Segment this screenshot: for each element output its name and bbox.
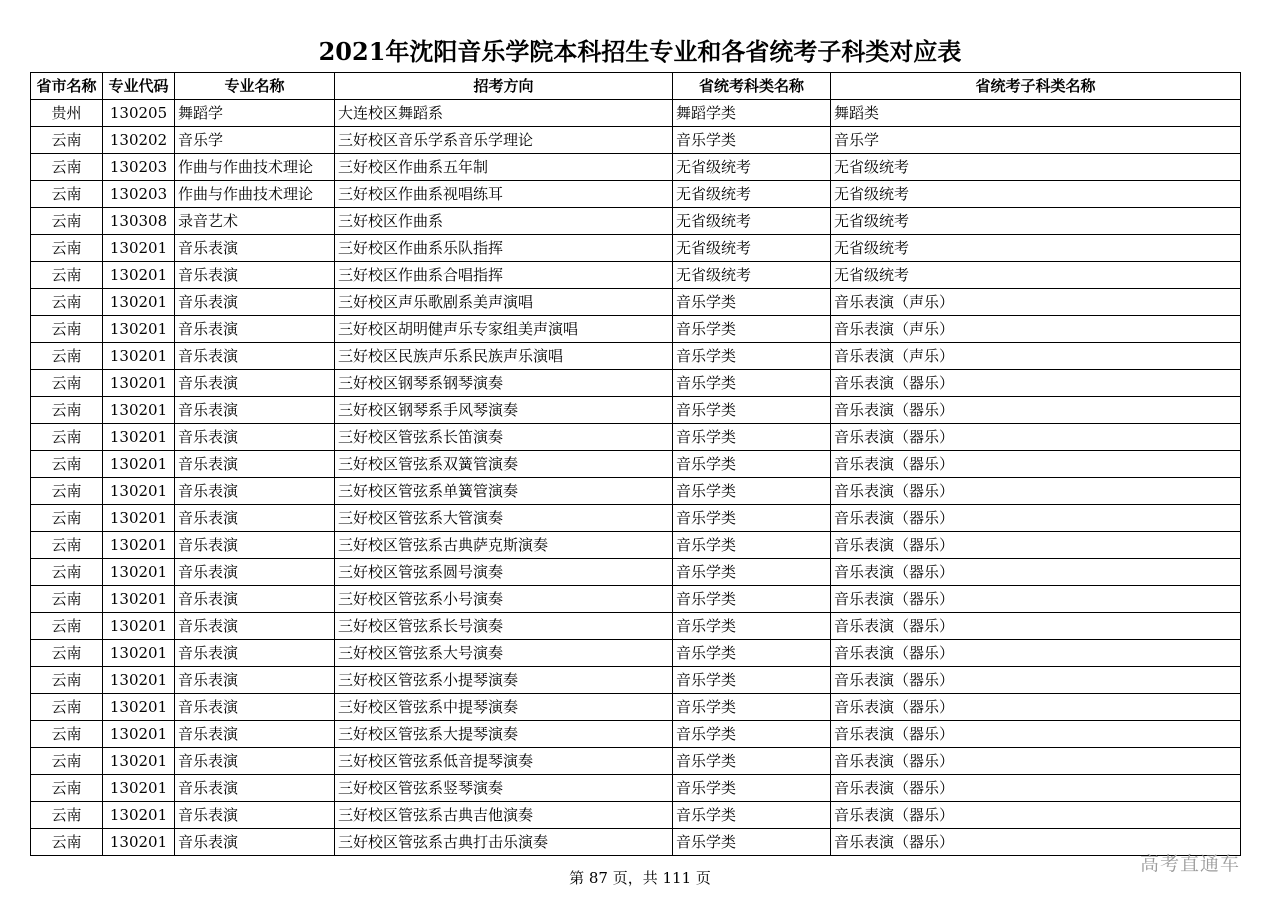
subcategory-cell: 无省级统考 bbox=[831, 235, 1241, 262]
table-row bbox=[31, 370, 1241, 397]
major-name-cell: 音乐表演 bbox=[175, 505, 335, 532]
major-name-cell: 音乐表演 bbox=[175, 775, 335, 802]
major-code-cell: 130201 bbox=[103, 586, 175, 613]
major-name-cell: 音乐表演 bbox=[175, 721, 335, 748]
major-code-cell: 130201 bbox=[103, 667, 175, 694]
header-major-code: 专业代码 bbox=[103, 73, 175, 100]
category-cell: 音乐学类 bbox=[673, 829, 831, 856]
major-name-cell: 音乐表演 bbox=[175, 613, 335, 640]
major-name-cell: 音乐表演 bbox=[175, 370, 335, 397]
major-code-cell: 130201 bbox=[103, 694, 175, 721]
subcategory-cell: 音乐表演（器乐） bbox=[831, 613, 1241, 640]
province-cell: 云南 bbox=[31, 397, 103, 424]
category-cell: 无省级统考 bbox=[673, 262, 831, 289]
header-province: 省市名称 bbox=[31, 73, 103, 100]
province-cell: 云南 bbox=[31, 748, 103, 775]
province-cell: 云南 bbox=[31, 289, 103, 316]
subcategory-cell: 无省级统考 bbox=[831, 154, 1241, 181]
category-cell: 音乐学类 bbox=[673, 802, 831, 829]
major-name-cell: 音乐表演 bbox=[175, 424, 335, 451]
subcategory-cell: 音乐表演（器乐） bbox=[831, 667, 1241, 694]
major-name-cell: 音乐表演 bbox=[175, 694, 335, 721]
province-cell: 云南 bbox=[31, 694, 103, 721]
subcategory-cell: 无省级统考 bbox=[831, 181, 1241, 208]
table-row bbox=[31, 127, 1241, 154]
major-name-cell: 音乐表演 bbox=[175, 262, 335, 289]
province-cell: 云南 bbox=[31, 586, 103, 613]
province-cell: 云南 bbox=[31, 343, 103, 370]
major-code-cell: 130203 bbox=[103, 181, 175, 208]
direction-cell: 三好校区音乐学系音乐学理论 bbox=[335, 127, 673, 154]
major-name-cell: 音乐表演 bbox=[175, 451, 335, 478]
direction-cell: 三好校区作曲系五年制 bbox=[335, 154, 673, 181]
direction-cell: 三好校区管弦系圆号演奏 bbox=[335, 559, 673, 586]
subcategory-cell: 音乐表演（器乐） bbox=[831, 694, 1241, 721]
category-cell: 音乐学类 bbox=[673, 613, 831, 640]
page-number: 第 87 页，共 111 页 bbox=[569, 869, 711, 887]
table-row bbox=[31, 208, 1241, 235]
major-name-cell: 录音艺术 bbox=[175, 208, 335, 235]
subcategory-cell: 音乐表演（声乐） bbox=[831, 316, 1241, 343]
province-cell: 云南 bbox=[31, 262, 103, 289]
province-cell: 云南 bbox=[31, 640, 103, 667]
major-code-cell: 130201 bbox=[103, 802, 175, 829]
province-cell: 云南 bbox=[31, 208, 103, 235]
category-cell: 音乐学类 bbox=[673, 559, 831, 586]
table-row bbox=[31, 640, 1241, 667]
major-name-cell: 音乐表演 bbox=[175, 559, 335, 586]
major-name-cell: 舞蹈学 bbox=[175, 100, 335, 127]
major-code-cell: 130201 bbox=[103, 559, 175, 586]
table-row bbox=[31, 100, 1241, 127]
province-cell: 云南 bbox=[31, 424, 103, 451]
province-cell: 贵州 bbox=[31, 100, 103, 127]
direction-cell: 三好校区管弦系长笛演奏 bbox=[335, 424, 673, 451]
subcategory-cell: 音乐表演（器乐） bbox=[831, 505, 1241, 532]
province-cell: 云南 bbox=[31, 775, 103, 802]
table-row bbox=[31, 721, 1241, 748]
major-code-cell: 130201 bbox=[103, 289, 175, 316]
direction-cell: 三好校区管弦系长号演奏 bbox=[335, 613, 673, 640]
category-cell: 音乐学类 bbox=[673, 586, 831, 613]
major-name-cell: 作曲与作曲技术理论 bbox=[175, 154, 335, 181]
major-name-cell: 音乐表演 bbox=[175, 289, 335, 316]
major-mapping-table bbox=[30, 72, 1241, 856]
table-body bbox=[31, 100, 1241, 856]
province-cell: 云南 bbox=[31, 451, 103, 478]
direction-cell: 三好校区管弦系小号演奏 bbox=[335, 586, 673, 613]
category-cell: 音乐学类 bbox=[673, 694, 831, 721]
table-row bbox=[31, 235, 1241, 262]
province-cell: 云南 bbox=[31, 829, 103, 856]
category-cell: 音乐学类 bbox=[673, 451, 831, 478]
major-code-cell: 130201 bbox=[103, 397, 175, 424]
category-cell: 音乐学类 bbox=[673, 289, 831, 316]
table-header-row bbox=[31, 73, 1241, 100]
major-name-cell: 音乐表演 bbox=[175, 748, 335, 775]
category-cell: 音乐学类 bbox=[673, 127, 831, 154]
table-row bbox=[31, 505, 1241, 532]
watermark: 高考直通车 bbox=[1140, 853, 1241, 875]
province-cell: 云南 bbox=[31, 478, 103, 505]
subcategory-cell: 舞蹈类 bbox=[831, 100, 1241, 127]
table-row bbox=[31, 451, 1241, 478]
subcategory-cell: 无省级统考 bbox=[831, 208, 1241, 235]
direction-cell: 三好校区管弦系大提琴演奏 bbox=[335, 721, 673, 748]
province-cell: 云南 bbox=[31, 235, 103, 262]
category-cell: 音乐学类 bbox=[673, 505, 831, 532]
direction-cell: 三好校区管弦系古典打击乐演奏 bbox=[335, 829, 673, 856]
direction-cell: 三好校区作曲系 bbox=[335, 208, 673, 235]
category-cell: 音乐学类 bbox=[673, 370, 831, 397]
document-title: 2021年沈阳音乐学院本科招生专业和各省统考子科类对应表 bbox=[318, 37, 962, 66]
major-code-cell: 130201 bbox=[103, 370, 175, 397]
table-row bbox=[31, 181, 1241, 208]
category-cell: 音乐学类 bbox=[673, 424, 831, 451]
category-cell: 音乐学类 bbox=[673, 316, 831, 343]
province-cell: 云南 bbox=[31, 559, 103, 586]
province-cell: 云南 bbox=[31, 370, 103, 397]
subcategory-cell: 音乐表演（器乐） bbox=[831, 478, 1241, 505]
direction-cell: 三好校区管弦系古典萨克斯演奏 bbox=[335, 532, 673, 559]
category-cell: 无省级统考 bbox=[673, 208, 831, 235]
province-cell: 云南 bbox=[31, 613, 103, 640]
category-cell: 音乐学类 bbox=[673, 721, 831, 748]
category-cell: 无省级统考 bbox=[673, 235, 831, 262]
direction-cell: 三好校区管弦系大号演奏 bbox=[335, 640, 673, 667]
subcategory-cell: 音乐表演（器乐） bbox=[831, 829, 1241, 856]
subcategory-cell: 音乐表演（器乐） bbox=[831, 532, 1241, 559]
province-cell: 云南 bbox=[31, 154, 103, 181]
category-cell: 音乐学类 bbox=[673, 748, 831, 775]
major-code-cell: 130201 bbox=[103, 316, 175, 343]
category-cell: 无省级统考 bbox=[673, 154, 831, 181]
table-row bbox=[31, 424, 1241, 451]
category-cell: 无省级统考 bbox=[673, 181, 831, 208]
category-cell: 音乐学类 bbox=[673, 667, 831, 694]
major-name-cell: 音乐学 bbox=[175, 127, 335, 154]
table-row bbox=[31, 748, 1241, 775]
category-cell: 音乐学类 bbox=[673, 343, 831, 370]
major-name-cell: 音乐表演 bbox=[175, 802, 335, 829]
major-name-cell: 音乐表演 bbox=[175, 397, 335, 424]
subcategory-cell: 音乐表演（器乐） bbox=[831, 775, 1241, 802]
major-code-cell: 130201 bbox=[103, 829, 175, 856]
subcategory-cell: 音乐表演（器乐） bbox=[831, 397, 1241, 424]
subcategory-cell: 音乐表演（器乐） bbox=[831, 451, 1241, 478]
subcategory-cell: 音乐表演（器乐） bbox=[831, 559, 1241, 586]
direction-cell: 三好校区民族声乐系民族声乐演唱 bbox=[335, 343, 673, 370]
table-row bbox=[31, 559, 1241, 586]
direction-cell: 三好校区作曲系合唱指挥 bbox=[335, 262, 673, 289]
table-row bbox=[31, 289, 1241, 316]
table-row bbox=[31, 397, 1241, 424]
major-code-cell: 130201 bbox=[103, 505, 175, 532]
major-name-cell: 音乐表演 bbox=[175, 532, 335, 559]
major-name-cell: 音乐表演 bbox=[175, 343, 335, 370]
direction-cell: 三好校区管弦系小提琴演奏 bbox=[335, 667, 673, 694]
major-name-cell: 音乐表演 bbox=[175, 586, 335, 613]
province-cell: 云南 bbox=[31, 802, 103, 829]
major-code-cell: 130201 bbox=[103, 532, 175, 559]
table-row bbox=[31, 694, 1241, 721]
header-direction: 招考方向 bbox=[335, 73, 673, 100]
major-name-cell: 音乐表演 bbox=[175, 667, 335, 694]
subcategory-cell: 音乐表演（器乐） bbox=[831, 586, 1241, 613]
header-major-name: 专业名称 bbox=[175, 73, 335, 100]
major-code-cell: 130201 bbox=[103, 451, 175, 478]
province-cell: 云南 bbox=[31, 316, 103, 343]
table-row bbox=[31, 829, 1241, 856]
province-cell: 云南 bbox=[31, 181, 103, 208]
major-code-cell: 130201 bbox=[103, 343, 175, 370]
category-cell: 音乐学类 bbox=[673, 640, 831, 667]
table-row bbox=[31, 775, 1241, 802]
table-row bbox=[31, 613, 1241, 640]
subcategory-cell: 音乐表演（器乐） bbox=[831, 640, 1241, 667]
major-name-cell: 音乐表演 bbox=[175, 478, 335, 505]
major-code-cell: 130205 bbox=[103, 100, 175, 127]
category-cell: 音乐学类 bbox=[673, 532, 831, 559]
direction-cell: 三好校区胡明健声乐专家组美声演唱 bbox=[335, 316, 673, 343]
direction-cell: 三好校区管弦系低音提琴演奏 bbox=[335, 748, 673, 775]
province-cell: 云南 bbox=[31, 532, 103, 559]
major-code-cell: 130201 bbox=[103, 262, 175, 289]
major-code-cell: 130308 bbox=[103, 208, 175, 235]
category-cell: 舞蹈学类 bbox=[673, 100, 831, 127]
direction-cell: 三好校区管弦系大管演奏 bbox=[335, 505, 673, 532]
major-code-cell: 130201 bbox=[103, 424, 175, 451]
subcategory-cell: 音乐表演（声乐） bbox=[831, 343, 1241, 370]
subcategory-cell: 音乐表演（器乐） bbox=[831, 802, 1241, 829]
direction-cell: 三好校区钢琴系钢琴演奏 bbox=[335, 370, 673, 397]
major-name-cell: 作曲与作曲技术理论 bbox=[175, 181, 335, 208]
province-cell: 云南 bbox=[31, 721, 103, 748]
direction-cell: 三好校区管弦系竖琴演奏 bbox=[335, 775, 673, 802]
table-row bbox=[31, 154, 1241, 181]
major-code-cell: 130202 bbox=[103, 127, 175, 154]
category-cell: 音乐学类 bbox=[673, 397, 831, 424]
major-code-cell: 130201 bbox=[103, 748, 175, 775]
table-row bbox=[31, 667, 1241, 694]
direction-cell: 三好校区管弦系古典吉他演奏 bbox=[335, 802, 673, 829]
table-row bbox=[31, 343, 1241, 370]
direction-cell: 三好校区管弦系单簧管演奏 bbox=[335, 478, 673, 505]
province-cell: 云南 bbox=[31, 505, 103, 532]
direction-cell: 三好校区管弦系中提琴演奏 bbox=[335, 694, 673, 721]
province-cell: 云南 bbox=[31, 667, 103, 694]
major-code-cell: 130201 bbox=[103, 235, 175, 262]
subcategory-cell: 音乐表演（器乐） bbox=[831, 721, 1241, 748]
subcategory-cell: 音乐表演（器乐） bbox=[831, 748, 1241, 775]
direction-cell: 三好校区作曲系乐队指挥 bbox=[335, 235, 673, 262]
header-subcategory: 省统考子科类名称 bbox=[831, 73, 1241, 100]
table-row bbox=[31, 262, 1241, 289]
subcategory-cell: 音乐表演（声乐） bbox=[831, 289, 1241, 316]
subcategory-cell: 无省级统考 bbox=[831, 262, 1241, 289]
table-row bbox=[31, 316, 1241, 343]
province-cell: 云南 bbox=[31, 127, 103, 154]
table-row bbox=[31, 532, 1241, 559]
major-name-cell: 音乐表演 bbox=[175, 640, 335, 667]
table-row bbox=[31, 586, 1241, 613]
subcategory-cell: 音乐学 bbox=[831, 127, 1241, 154]
subcategory-cell: 音乐表演（器乐） bbox=[831, 370, 1241, 397]
major-code-cell: 130201 bbox=[103, 640, 175, 667]
major-code-cell: 130201 bbox=[103, 478, 175, 505]
major-name-cell: 音乐表演 bbox=[175, 829, 335, 856]
direction-cell: 大连校区舞蹈系 bbox=[335, 100, 673, 127]
major-code-cell: 130201 bbox=[103, 775, 175, 802]
major-code-cell: 130203 bbox=[103, 154, 175, 181]
direction-cell: 三好校区管弦系双簧管演奏 bbox=[335, 451, 673, 478]
major-name-cell: 音乐表演 bbox=[175, 235, 335, 262]
category-cell: 音乐学类 bbox=[673, 478, 831, 505]
major-code-cell: 130201 bbox=[103, 721, 175, 748]
header-category: 省统考科类名称 bbox=[673, 73, 831, 100]
subcategory-cell: 音乐表演（器乐） bbox=[831, 424, 1241, 451]
major-code-cell: 130201 bbox=[103, 613, 175, 640]
category-cell: 音乐学类 bbox=[673, 775, 831, 802]
direction-cell: 三好校区钢琴系手风琴演奏 bbox=[335, 397, 673, 424]
table-row bbox=[31, 802, 1241, 829]
direction-cell: 三好校区声乐歌剧系美声演唱 bbox=[335, 289, 673, 316]
direction-cell: 三好校区作曲系视唱练耳 bbox=[335, 181, 673, 208]
major-name-cell: 音乐表演 bbox=[175, 316, 335, 343]
table-row bbox=[31, 478, 1241, 505]
